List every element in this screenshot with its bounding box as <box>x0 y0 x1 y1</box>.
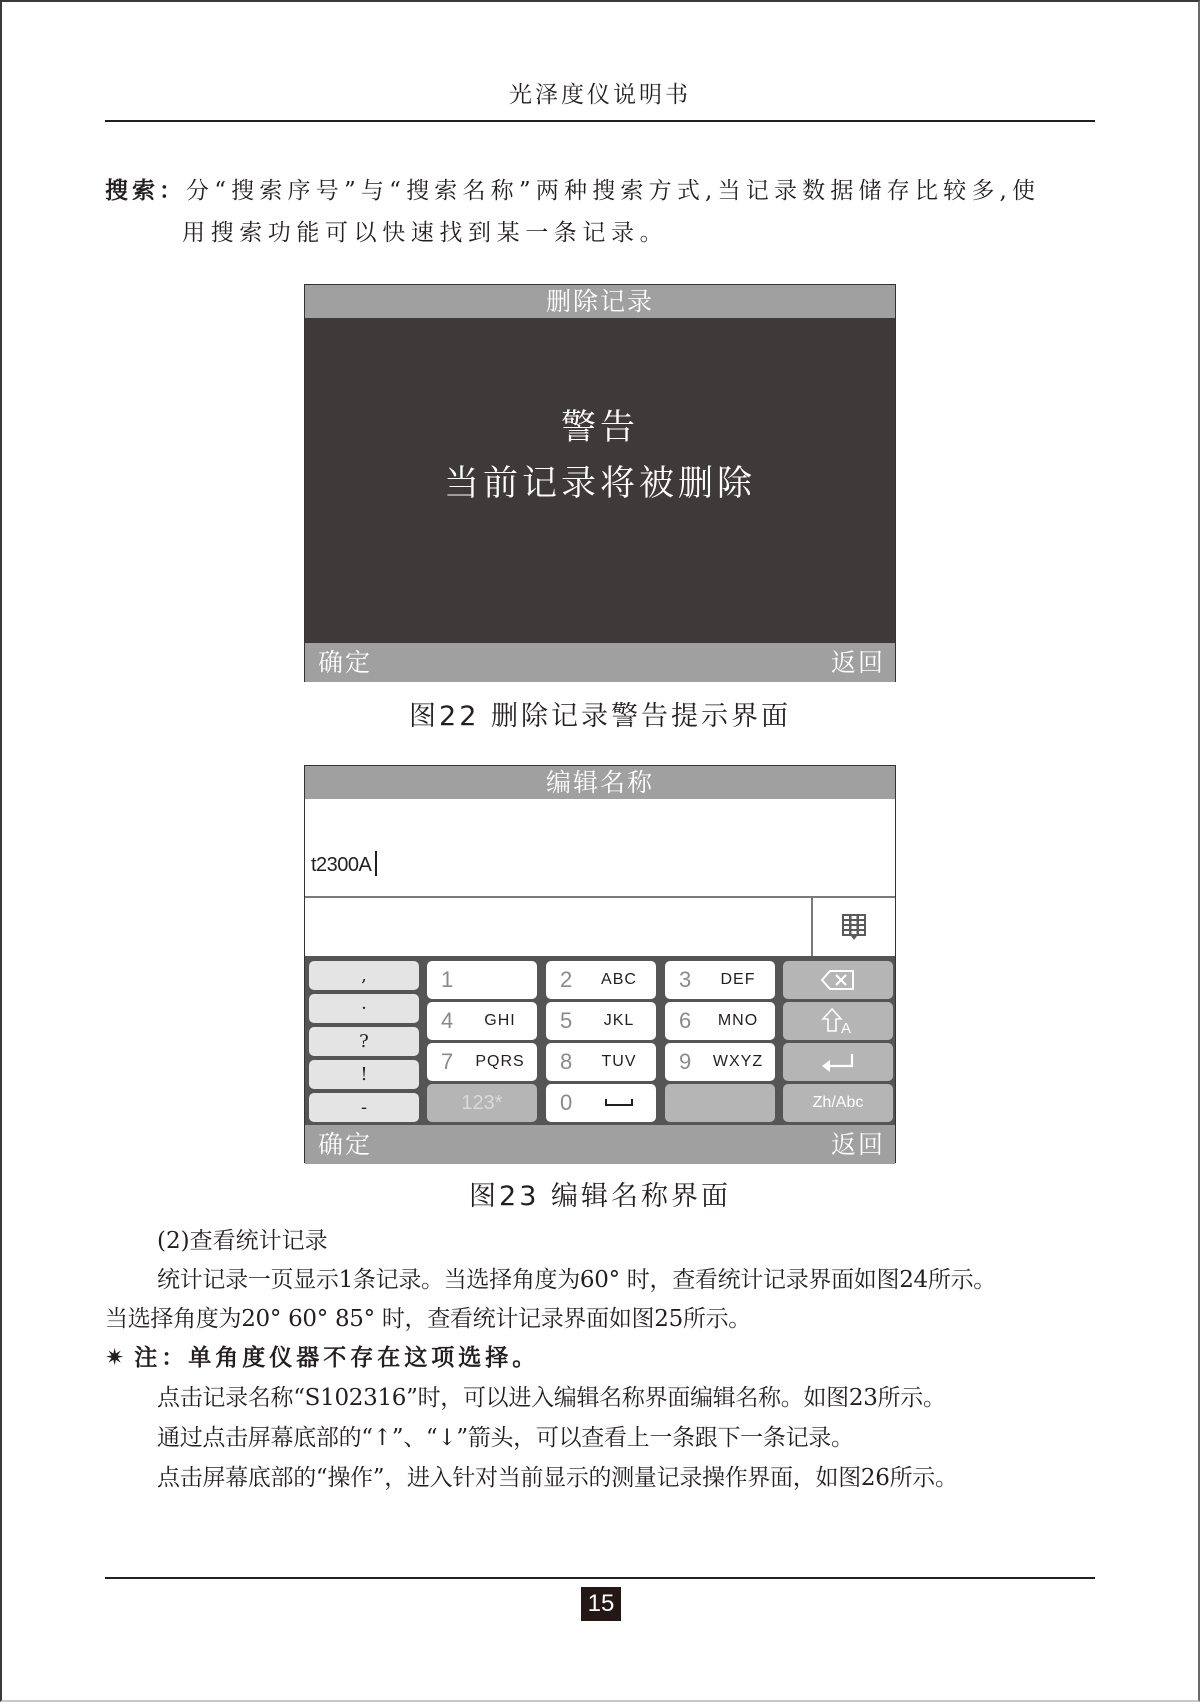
key-8[interactable]: 8 TUV <box>546 1043 656 1081</box>
stats-paragraph-line5: 点击屏幕底部的“操作”，进入针对当前显示的测量记录操作界面，如图26所示。 <box>157 1465 958 1491</box>
footer-rule <box>105 1577 1095 1579</box>
stats-paragraph-line2: 当选择角度为20° 60° 85° 时，查看统计记录界面如图25所示。 <box>105 1306 751 1332</box>
figure-22-caption: 图22 删除记录警告提示界面 <box>409 701 791 732</box>
back-button[interactable]: 返回 <box>830 648 885 677</box>
header-rule <box>105 120 1095 122</box>
name-input-field[interactable] <box>305 799 895 898</box>
language-switch-key[interactable]: Zh/Abc <box>783 1084 893 1122</box>
candidate-row <box>305 898 895 959</box>
confirm-button[interactable]: 确定 <box>318 648 373 677</box>
key-4[interactable]: 4 GHI <box>427 1002 537 1040</box>
keyboard-toggle-button[interactable] <box>811 898 895 956</box>
shift-icon <box>821 1007 855 1035</box>
stats-paragraph-line3: 点击记录名称“S102316”时，可以进入编辑名称界面编辑名称。如图23所示。 <box>157 1385 946 1411</box>
key-9[interactable]: 9 WXYZ <box>665 1043 775 1081</box>
note-text: 注：单角度仪器不存在这项选择。 <box>134 1345 540 1371</box>
delete-record-screen <box>304 284 896 682</box>
enter-icon <box>820 1052 856 1072</box>
key-question[interactable]: ? <box>309 1027 419 1056</box>
text-caret <box>375 851 377 876</box>
search-paragraph-line2: 用搜索功能可以快速找到某一条记录。 <box>182 220 669 246</box>
back-button[interactable]: 返回 <box>830 1130 885 1159</box>
search-paragraph-line1 <box>105 172 1040 205</box>
numeric-mode-key[interactable]: 123* <box>427 1084 537 1122</box>
screen-bottom-bar <box>305 643 895 682</box>
stats-paragraph-line4: 通过点击屏幕底部的“↑”、“↓”箭头，可以查看上一条跟下一条记录。 <box>157 1425 854 1451</box>
backspace-key[interactable] <box>783 961 893 999</box>
note-line <box>105 1339 539 1372</box>
key-6[interactable]: 6 MNO <box>665 1002 775 1040</box>
blank-key[interactable] <box>665 1084 775 1122</box>
key-7[interactable]: 7 PQRS <box>427 1043 537 1081</box>
warning-panel <box>305 318 895 643</box>
space-icon <box>605 1097 633 1107</box>
candidate-area[interactable] <box>305 898 811 956</box>
backspace-icon <box>820 969 856 991</box>
confirm-button[interactable]: 确定 <box>318 1130 373 1159</box>
running-header: 光泽度仪说明书 <box>509 82 691 108</box>
screen-bottom-bar <box>305 1125 895 1164</box>
section-title-view-stats: (2)查看统计记录 <box>157 1228 328 1254</box>
shift-sub-label: A <box>841 1020 852 1035</box>
stats-paragraph-line1: 统计记录一页显示1条记录。当选择角度为60° 时，查看统计记录界面如图24所示。 <box>157 1267 996 1293</box>
edit-name-screen <box>304 765 896 1163</box>
name-input-value: t2300A <box>311 854 372 876</box>
key-period[interactable]: · <box>309 994 419 1023</box>
key-dash[interactable]: - <box>309 1093 419 1122</box>
soft-keyboard <box>305 959 895 1125</box>
search-term-label: 搜索 <box>105 178 159 204</box>
key-0-space[interactable]: 0 <box>546 1084 656 1122</box>
warning-message: 当前记录将被删除 <box>443 464 756 504</box>
key-comma[interactable]: , <box>309 961 419 990</box>
figure-23-caption: 图23 编辑名称界面 <box>469 1181 731 1212</box>
search-paragraph-text: 分“搜索序号”与“搜索名称”两种搜索方式,当记录数据储存比较多,使 <box>186 178 1041 204</box>
key-1[interactable]: 1 <box>427 961 537 999</box>
star-icon: ✷ <box>105 1345 129 1371</box>
warning-title: 警告 <box>560 408 639 448</box>
key-exclamation[interactable]: ! <box>309 1060 419 1089</box>
screen-title-bar: 删除记录 <box>305 285 895 318</box>
keypad-grid-icon <box>841 913 867 941</box>
key-5[interactable]: 5 JKL <box>546 1002 656 1040</box>
page-number: 15 <box>581 1587 621 1621</box>
enter-key[interactable] <box>783 1043 893 1081</box>
screen-title-bar: 编辑名称 <box>305 766 895 799</box>
key-2[interactable]: 2 ABC <box>546 961 656 999</box>
shift-key[interactable] <box>783 1002 893 1040</box>
search-term-colon: ： <box>159 178 186 204</box>
key-3[interactable]: 3 DEF <box>665 961 775 999</box>
